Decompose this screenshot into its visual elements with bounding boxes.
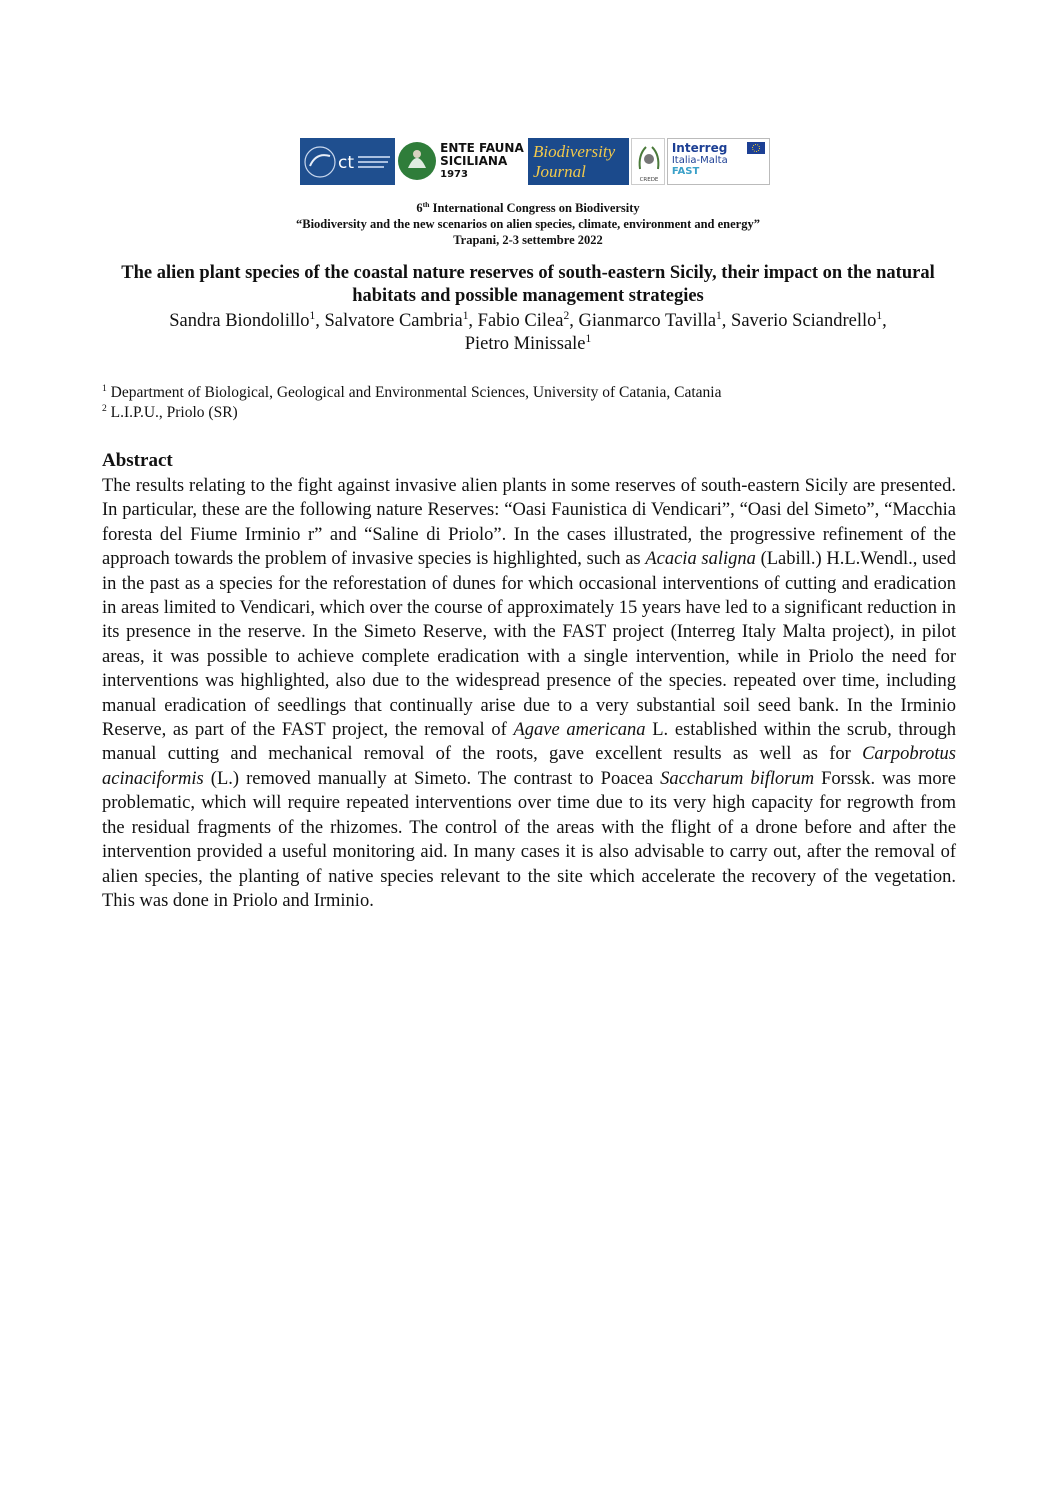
- affiliation: $^2$ L.I.P.U., Priolo (SR): [102, 402, 238, 421]
- svg-text:CREDE: CREDE: [639, 177, 659, 183]
- abstract-heading: Abstract: [102, 450, 173, 471]
- author: Fabio Cilea$^2$,: [477, 309, 579, 331]
- author-list: [100, 310, 956, 356]
- congress-subtitle: “Biodiversity and the new scenarios on alien species, climate, environment and energy”: [296, 217, 760, 231]
- unict-logo: [300, 138, 395, 185]
- unict-emblem-icon: [300, 138, 395, 185]
- ente-fauna-line1: ENTE FAUNA: [440, 141, 524, 155]
- ente-fauna-logo: [397, 138, 526, 185]
- biodiversity-word: Biodiversity: [532, 141, 616, 161]
- interreg-word: Interreg: [671, 141, 728, 155]
- author: Pietro Minissale$^1$: [464, 332, 592, 354]
- interreg-logo: [667, 138, 770, 185]
- journal-word: Journal: [532, 161, 586, 181]
- ente-fauna-year: 1973: [440, 169, 468, 180]
- congress-name: 6th International Congress on Biodiversity: [416, 199, 640, 215]
- sponsor-logos: [300, 138, 770, 185]
- congress-place-date: Trapani, 2-3 settembre 2022: [453, 233, 603, 247]
- crede-logo: [631, 138, 665, 185]
- laurel-emblem-icon: [632, 139, 665, 185]
- interreg-project: FAST: [671, 166, 700, 177]
- affiliations: [102, 383, 958, 423]
- author: Saverio Sciandrello$^1$,: [731, 309, 887, 331]
- author: Salvatore Cambria$^1$,: [324, 309, 478, 331]
- eagle-emblem-icon: [397, 138, 437, 185]
- svg-text:ct: ct: [338, 153, 355, 173]
- affiliation: $^1$ Department of Biological, Geological and Environmental Sciences, University of Catania, Catania: [102, 382, 722, 401]
- biodiversity-journal-logo: [528, 138, 629, 185]
- ente-fauna-line2: SICILIANA: [440, 154, 508, 168]
- paper-title: The alien plant species of the coastal nature reserves of south-eastern Sicily, their impact on the natural habitats and possible management strategies: [121, 263, 935, 306]
- author: Gianmarco Tavilla$^1$,: [578, 309, 732, 331]
- author: Sandra Biondolillo$^1$,: [169, 309, 325, 331]
- eu-flag-icon: [747, 142, 765, 154]
- congress-header: [0, 200, 1056, 248]
- abstract-body: The results relating to the fight against invasive alien plants in some reserves of south-eastern Sicily are presented. In particular, these are the following nature Reserves: “Oasi Faunistica di Vendicari”, “Oasi del Simeto”, “Macchia foresta del Fiume Irminio r” and “Saline di Priolo”. In the cases illustrated, the progressive refinement of the approach towards the problem of invasive species is highlighted, such as Acacia saligna (Labill.) H.L.Wendl., used in the past as a species for the reforestation of dunes for which occasional interventions of cutting and eradication in areas limited to Vendicari, which over the course of approximately 15 years have led to a significant reduction in its presence in the reserve. In the Simeto Reserve, with the FAST project (Interreg Italy Malta project), in pilot areas, it was possible to achieve complete eradication with a single intervention, while in Priolo the need for interventions was highlighted, also due to the widespread presence of the species. repeated over time, including manual eradication of seedlings that continually arise due to a very substantial soil seed bank. In the Irminio Reserve, as part of the FAST project, the removal of Agave americana L. established within the scrub, through manual cutting and mechanical removal of the roots, gave excellent results as well as for Carpobrotus acinaciformis (L.) removed manually at Simeto. The contrast to Poacea Saccharum biflorum Forssk. was more problematic, which will require repeated interventions over time due to its very high capacity for regrowth from the residual fragments of the rhizomes. The control of the areas with the flight of a drone before and after the intervention provided a useful monitoring aid. In many cases it is also advisable to carry out, after the removal of alien species, the planting of native species relevant to the site which accelerate the recovery of the vegetation. This was done in Priolo and Irminio.: [102, 476, 956, 911]
- interreg-region: Italia-Malta: [671, 155, 728, 166]
